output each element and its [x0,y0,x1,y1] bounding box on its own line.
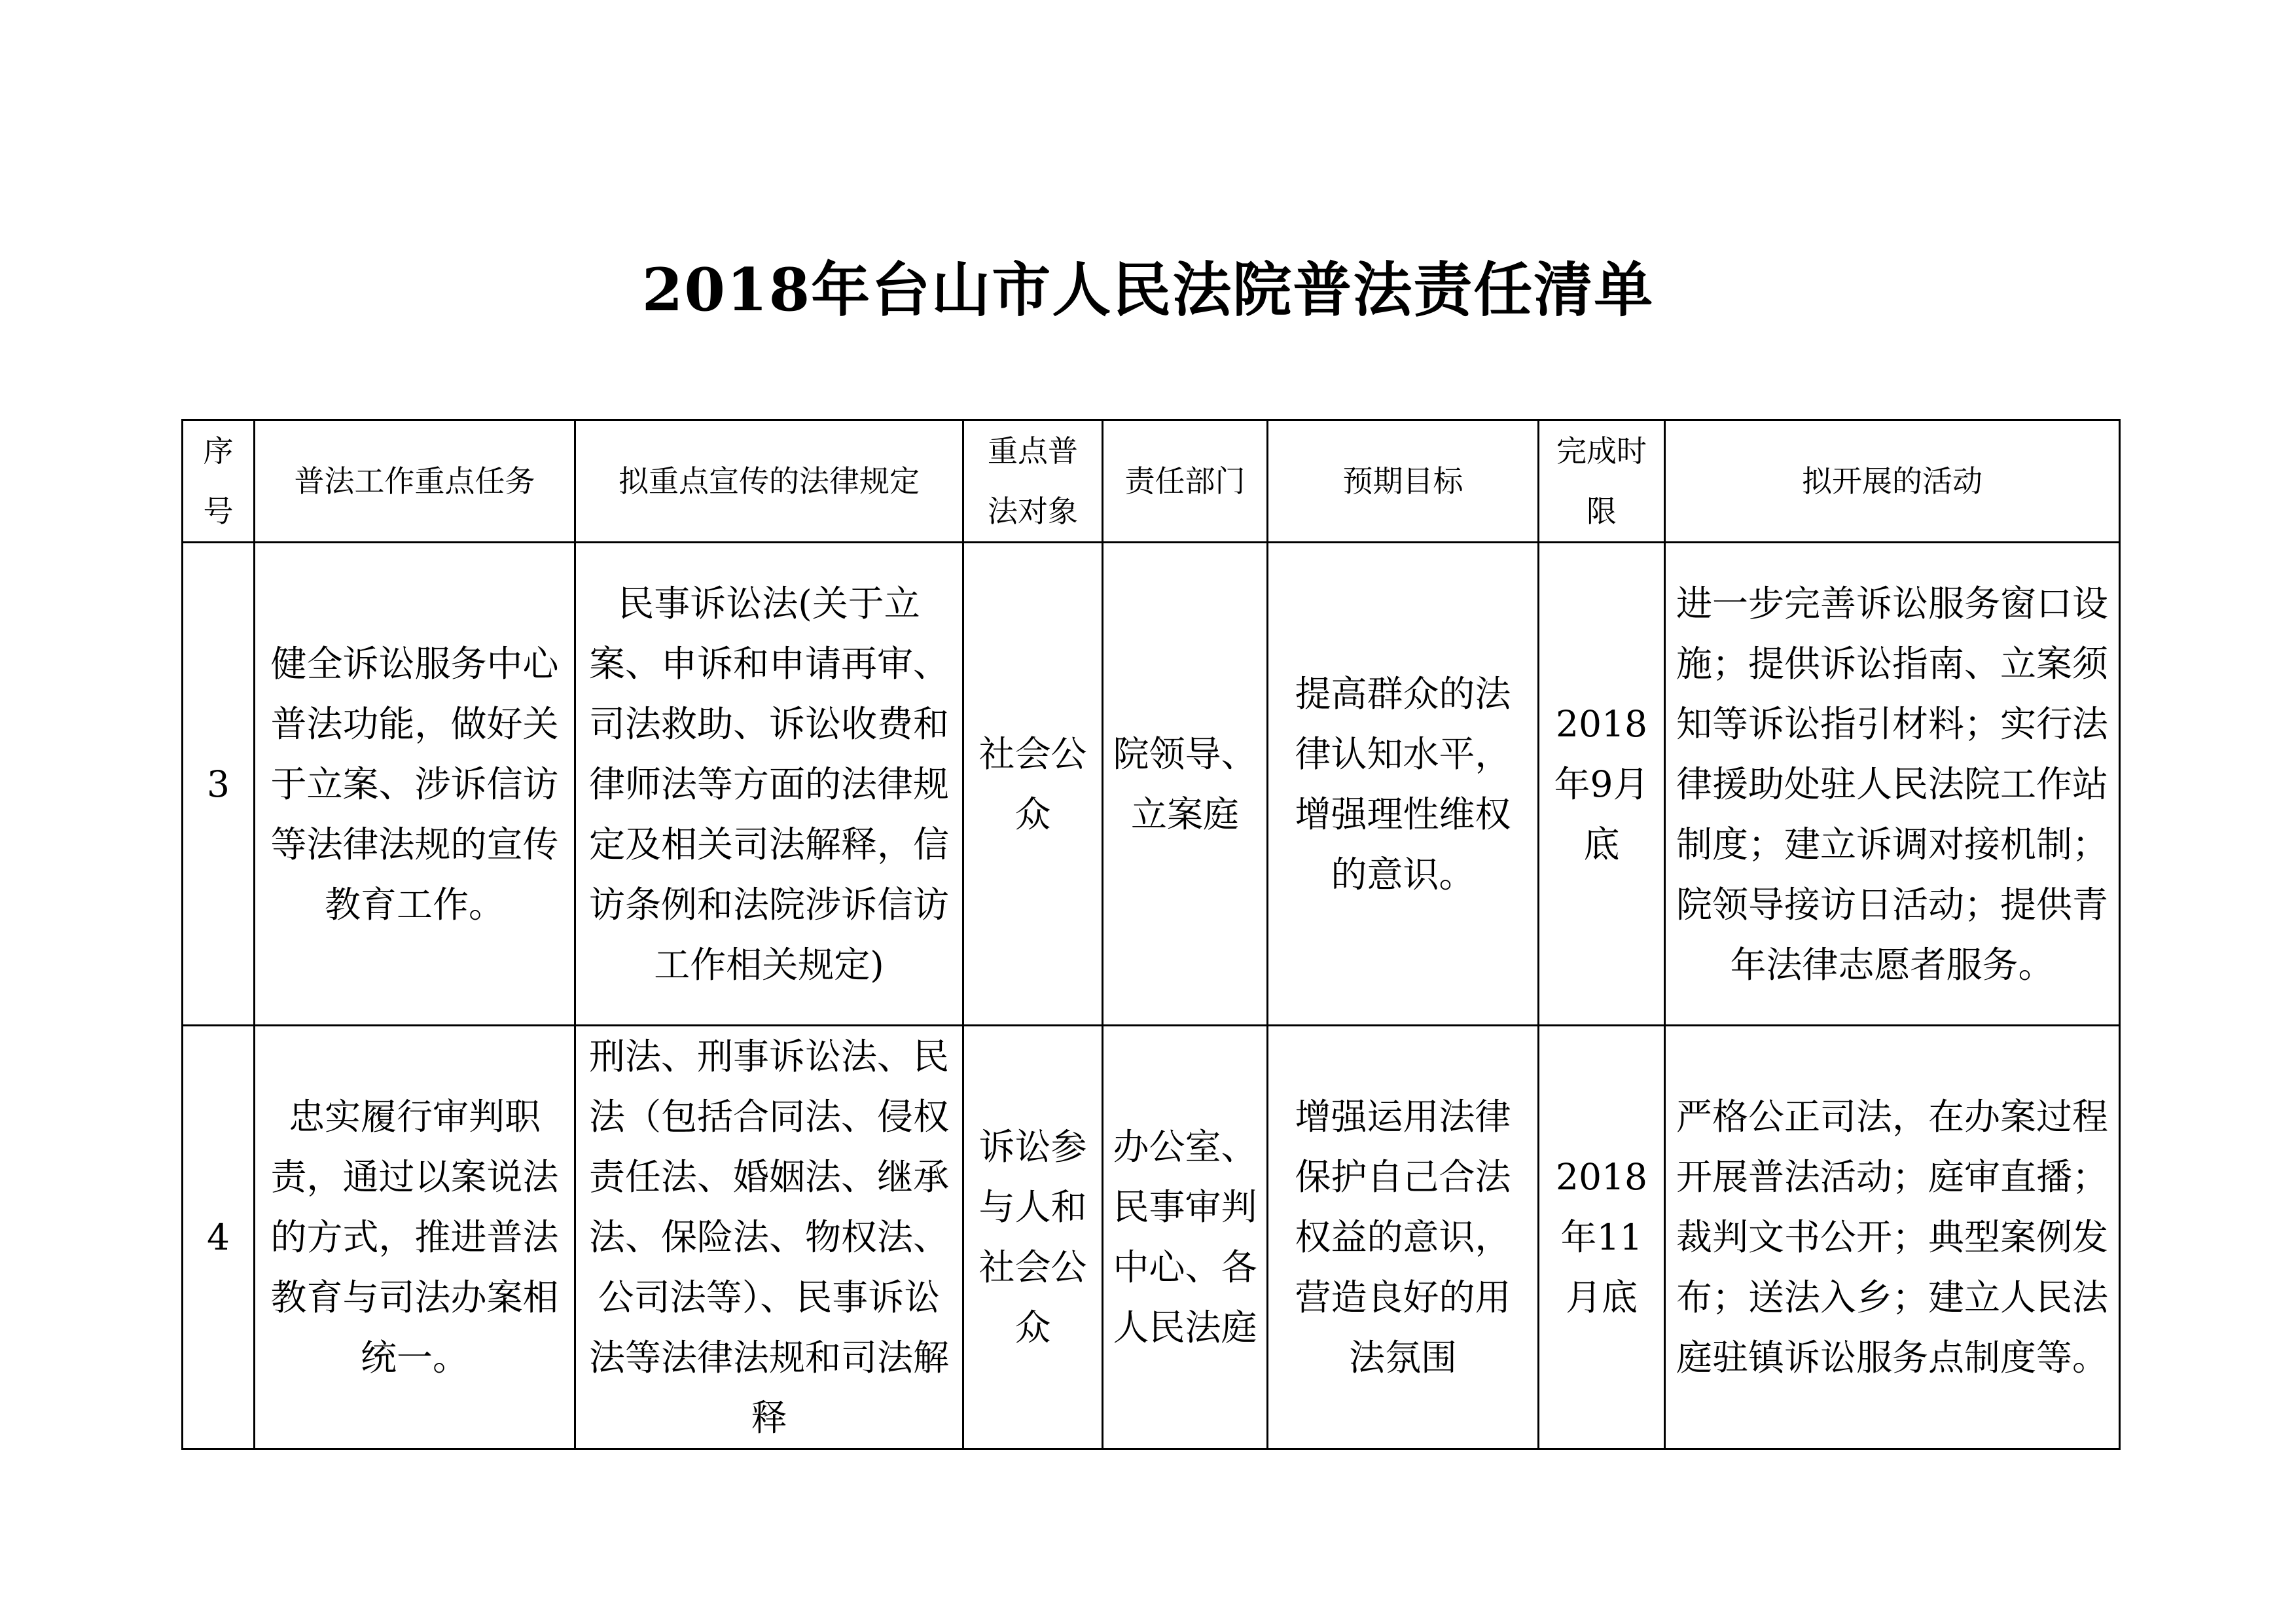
cell-task: 健全诉讼服务中心普法功能，做好关于立案、涉诉信访等法律法规的宣传教育工作。 [255,543,575,1026]
cell-goal: 增强运用法律保护自己合法权益的意识，营造良好的用法氛围 [1268,1026,1539,1449]
table-row [183,543,2120,1026]
cell-laws: 刑法、刑事诉讼法、民法（包括合同法、侵权责任法、婚姻法、继承法、保险法、物权法、公司法等）、民事诉讼法等法律法规和司法解释 [575,1026,963,1449]
header-deadline: 完成时限 [1539,420,1665,543]
header-seq: 序号 [183,420,255,543]
cell-deadline: 2018年9月底 [1539,543,1665,1026]
responsibility-table [181,419,2121,1450]
cell-task: 忠实履行审判职责，通过以案说法的方式，推进普法教育与司法办案相统一。 [255,1026,575,1449]
table-row [183,1026,2120,1449]
table-header-row [183,420,2120,543]
header-task: 普法工作重点任务 [255,420,575,543]
cell-audience: 社会公众 [963,543,1103,1026]
cell-audience: 诉讼参与人和社会公众 [963,1026,1103,1449]
cell-seq: 3 [183,543,255,1026]
cell-deadline: 2018年11月底 [1539,1026,1665,1449]
cell-dept: 院领导、立案庭 [1103,543,1268,1026]
header-audience: 重点普法对象 [963,420,1103,543]
header-dept: 责任部门 [1103,420,1268,543]
cell-activities: 严格公正司法，在办案过程开展普法活动；庭审直播；裁判文书公开；典型案例发布；送法入乡；建立人民法庭驻镇诉讼服务点制度等。 [1665,1026,2120,1449]
header-laws: 拟重点宣传的法律规定 [575,420,963,543]
cell-activities: 进一步完善诉讼服务窗口设施；提供诉讼指南、立案须知等诉讼指引材料；实行法律援助处驻人民法院工作站制度；建立诉调对接机制；院领导接访日活动；提供青年法律志愿者服务。 [1665,543,2120,1026]
cell-seq: 4 [183,1026,255,1449]
cell-laws: 民事诉讼法(关于立案、申诉和申请再审、司法救助、诉讼收费和律师法等方面的法律规定及相关司法解释，信访条例和法院涉诉信访工作相关规定) [575,543,963,1026]
header-goal: 预期目标 [1268,420,1539,543]
document-title: 2018年台山市人民法院普法责任清单 [641,255,1655,325]
cell-goal: 提高群众的法律认知水平，增强理性维权的意识。 [1268,543,1539,1026]
cell-dept: 办公室、民事审判中心、各人民法庭 [1103,1026,1268,1449]
header-activities: 拟开展的活动 [1665,420,2120,543]
